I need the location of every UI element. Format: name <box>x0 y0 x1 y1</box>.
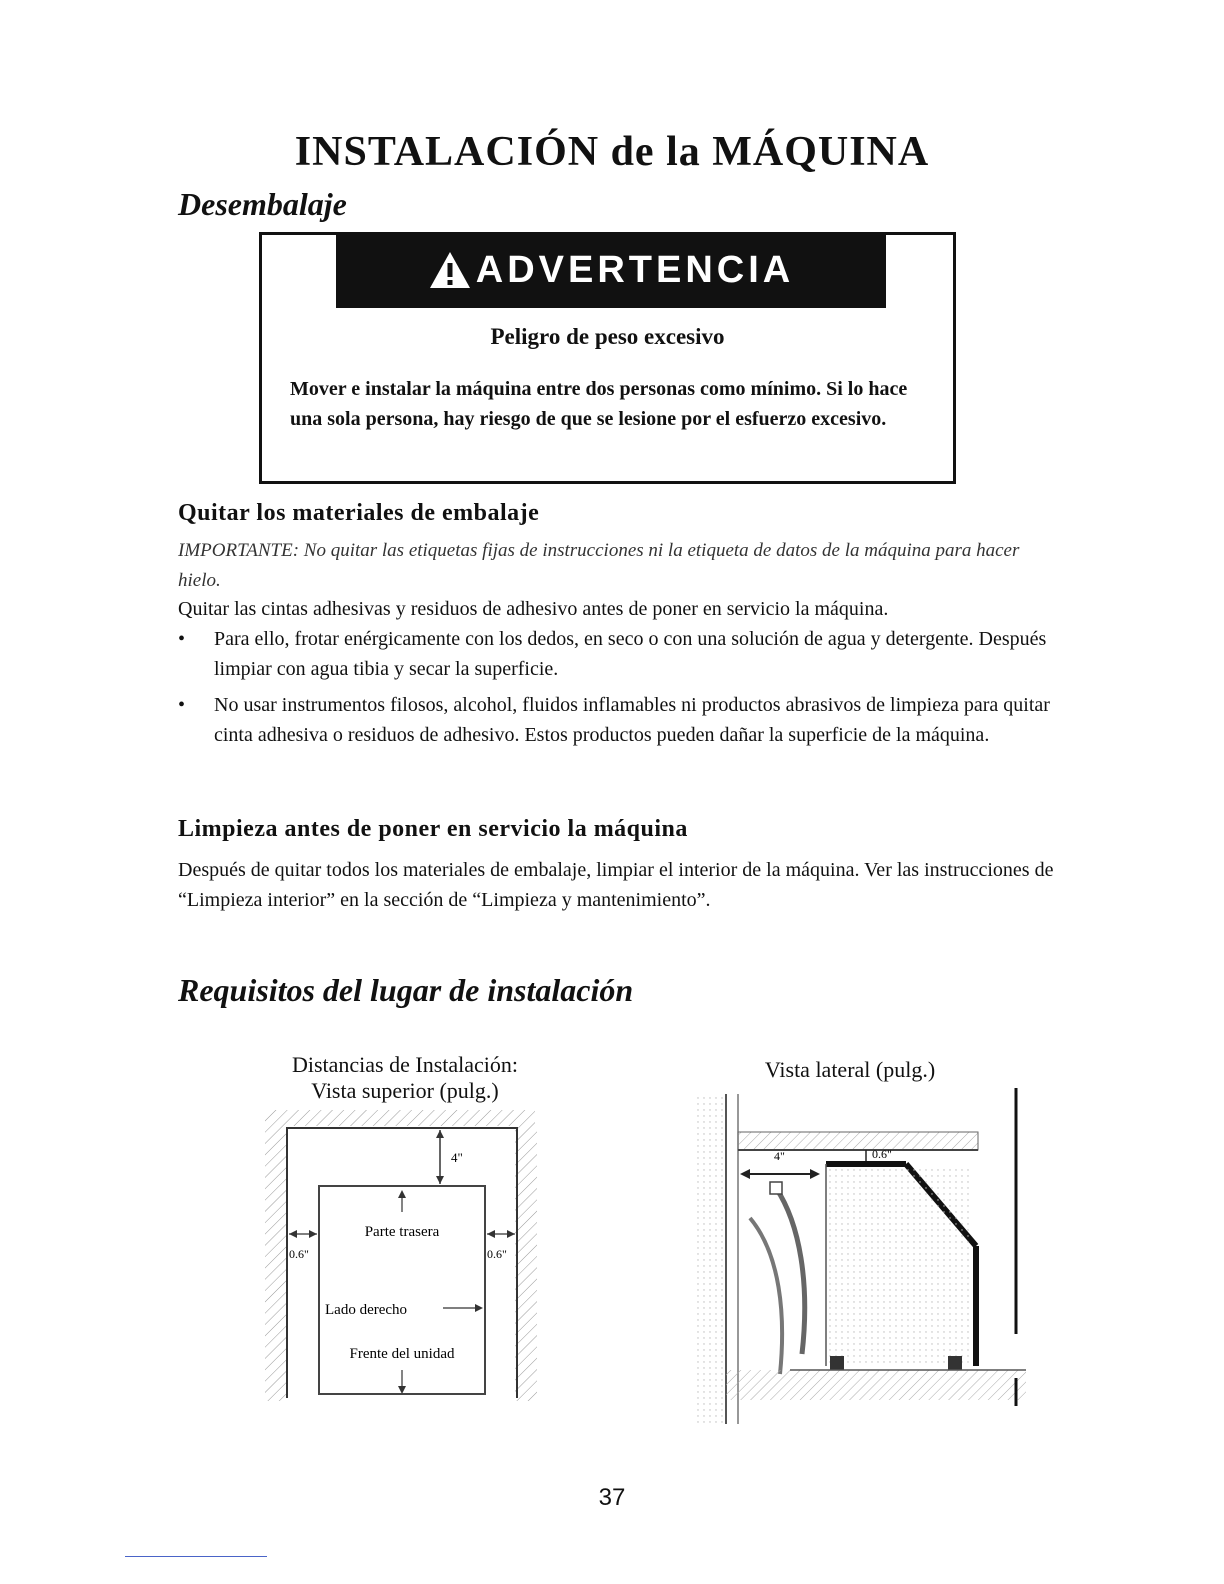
bullet-text: Para ello, frotar enérgicamente con los dedos, en seco o con una solución de agua y detergente. Después limpiar con agua tibia y secar la superficie. <box>214 628 1047 680</box>
side-view-caption: Vista lateral (pulg.) <box>764 1057 936 1082</box>
back-clearance: 4" <box>451 1150 463 1165</box>
unit-body <box>826 1168 972 1364</box>
warning-text: Mover e instalar la máquina entre dos personas como mínimo. Si lo hace una sola persona, hay riesgo de que se lesione por el esfuerzo excesivo. <box>290 378 908 430</box>
top-view-caption <box>250 1052 560 1104</box>
page-number: 37 <box>598 1484 626 1511</box>
drain-hose <box>750 1218 782 1374</box>
foot-right <box>948 1356 962 1370</box>
unit-outline <box>319 1186 485 1394</box>
wall-hatch-back <box>265 1110 535 1126</box>
top-view-diagram <box>255 1108 545 1408</box>
warning-triangle-icon <box>428 250 472 290</box>
section-heading-unpack: Desembalaje <box>178 186 347 222</box>
remove-text: Quitar las cintas adhesivas y residuos de adhesivo antes de poner en servicio la máquina. <box>178 598 889 620</box>
right-clearance: 0.6" <box>487 1247 507 1261</box>
countertop <box>738 1132 978 1150</box>
important-note: IMPORTANTE: No quitar las etiquetas fijas de instrucciones ni la etiqueta de datos de la máquina para hacer hielo. <box>178 540 1020 591</box>
front-label: Frente del unidad <box>349 1346 455 1362</box>
water-valve <box>770 1182 782 1194</box>
back-clearance: 4" <box>774 1149 785 1163</box>
side-view-diagram <box>690 1084 1030 1434</box>
wall-hatch-left <box>265 1126 287 1401</box>
back-label: Parte trasera <box>364 1224 440 1240</box>
page-title: INSTALACIÓN de la MÁQUINA <box>294 129 930 175</box>
top-view-caption-line2: Vista superior (pulg.) <box>311 1078 499 1103</box>
warning-subtitle: Peligro de peso excesivo <box>490 324 725 349</box>
section-heading-site: Requisitos del lugar de instalación <box>178 972 634 1008</box>
wall-hatch-right <box>515 1126 537 1401</box>
footer-rule <box>125 1556 267 1557</box>
list-item <box>178 624 1058 684</box>
side-label: Lado derecho <box>325 1302 408 1318</box>
warning-label: ADVERTENCIA <box>475 248 795 291</box>
warning-banner <box>336 232 886 308</box>
list-item <box>178 690 1058 750</box>
bullet-text: No usar instrumentos filosos, alcohol, fluidos inflamables ni productos abrasivos de limpieza para quitar cinta adhesiva o residuos de adhesivo. Estos productos pueden dañar la superficie de la máquina. <box>214 694 1050 746</box>
cleaning-text: Después de quitar todos los materiales de embalaje, limpiar el interior de la máquina. Ver las instrucciones de “Limpieza interior” en la sección de “Limpieza y mantenimiento”. <box>178 859 1054 911</box>
bullet-icon: • <box>178 694 186 716</box>
top-view-caption-line1: Distancias de Instalación: <box>291 1052 519 1077</box>
heading-cleaning: Limpieza antes de poner en servicio la máquina <box>178 816 688 842</box>
top-clearance: 0.6" <box>872 1147 892 1161</box>
foot-left <box>830 1356 844 1370</box>
wall-fill <box>696 1094 726 1424</box>
floor <box>726 1370 1026 1400</box>
heading-remove-packaging: Quitar los materiales de embalaje <box>178 500 540 526</box>
bullet-icon: • <box>178 628 186 650</box>
left-clearance: 0.6" <box>289 1247 309 1261</box>
